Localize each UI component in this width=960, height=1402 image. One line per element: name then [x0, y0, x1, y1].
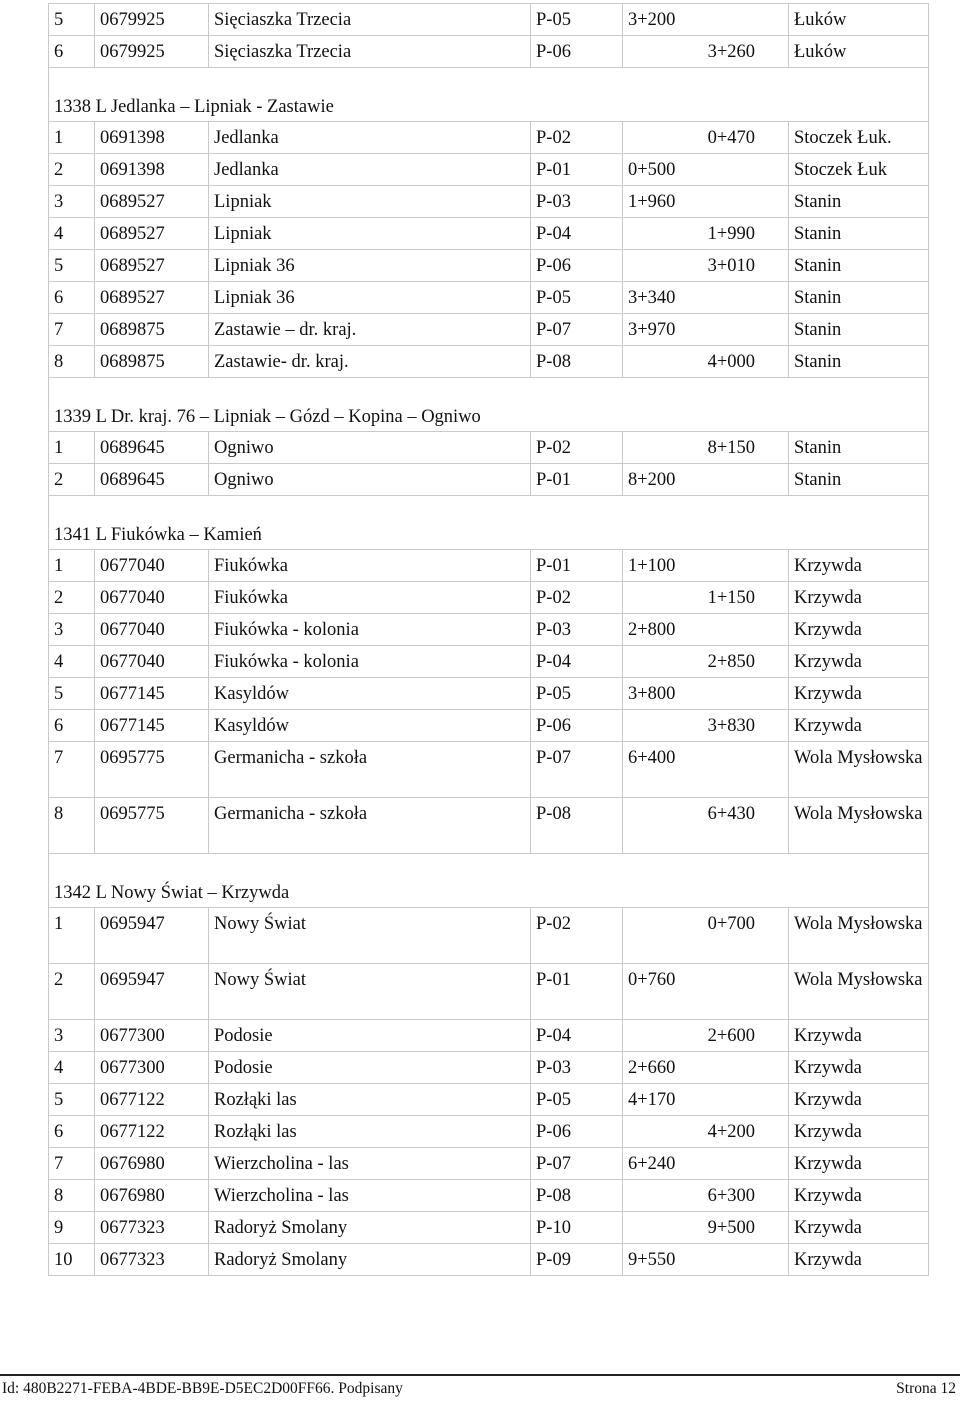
km-right: 2+850 [707, 646, 789, 678]
table-row [49, 678, 929, 710]
locality-id: 0689645 [95, 432, 209, 464]
locality-id: 0689527 [95, 250, 209, 282]
row-number: 4 [49, 646, 95, 678]
km-right: 2+600 [707, 1020, 789, 1052]
stop-code: P-04 [531, 218, 623, 250]
table-row [49, 154, 929, 186]
km-left: 1+100 [623, 550, 707, 582]
stop-name: Nowy Świat [209, 908, 531, 964]
municipality: Stanin [789, 218, 929, 250]
stop-code: P-08 [531, 1180, 623, 1212]
locality-id: 0689875 [95, 314, 209, 346]
stop-code: P-06 [531, 710, 623, 742]
municipality: Stanin [789, 346, 929, 378]
stop-name: Germanicha - szkoła [209, 742, 531, 798]
stop-name: Lipniak 36 [209, 250, 531, 282]
locality-id: 0676980 [95, 1180, 209, 1212]
km-left [623, 798, 707, 854]
table-row [49, 550, 929, 582]
km-left: 2+800 [623, 614, 707, 646]
table-row [49, 1084, 929, 1116]
table-row [49, 1116, 929, 1148]
stop-code: P-05 [531, 4, 623, 36]
row-number: 3 [49, 1020, 95, 1052]
table-row [49, 964, 929, 1020]
row-number: 1 [49, 550, 95, 582]
table-row [49, 282, 929, 314]
road-section-title: 1341 L Fiukówka – Kamień [49, 496, 929, 550]
table-row [49, 1020, 929, 1052]
locality-id: 0689527 [95, 282, 209, 314]
km-left [623, 346, 707, 378]
row-number: 6 [49, 710, 95, 742]
table-row [49, 186, 929, 218]
table-row [49, 464, 929, 496]
km-right: 3+830 [707, 710, 789, 742]
km-left: 4+170 [623, 1084, 707, 1116]
locality-id: 0677323 [95, 1244, 209, 1276]
municipality: Stanin [789, 250, 929, 282]
stop-name: Sięciaszka Trzecia [209, 36, 531, 68]
locality-id: 0677040 [95, 614, 209, 646]
km-left [623, 1180, 707, 1212]
road-section-header [49, 68, 929, 122]
km-left [623, 646, 707, 678]
stop-name: Rozłąki las [209, 1116, 531, 1148]
km-right: 8+150 [707, 432, 789, 464]
km-left: 3+970 [623, 314, 707, 346]
km-right [707, 1052, 789, 1084]
km-left: 2+660 [623, 1052, 707, 1084]
stop-code: P-04 [531, 1020, 623, 1052]
table-row [49, 1180, 929, 1212]
km-right: 3+260 [707, 36, 789, 68]
municipality: Krzywda [789, 646, 929, 678]
row-number: 5 [49, 4, 95, 36]
stop-name: Jedlanka [209, 122, 531, 154]
municipality: Krzywda [789, 1180, 929, 1212]
stop-name: Kasyldów [209, 678, 531, 710]
municipality: Łuków [789, 4, 929, 36]
km-left: 3+340 [623, 282, 707, 314]
locality-id: 0679925 [95, 4, 209, 36]
km-left: 3+200 [623, 4, 707, 36]
road-section-title: 1339 L Dr. kraj. 76 – Lipniak – Gózd – Kopina – Ogniwo [49, 378, 929, 432]
stop-code: P-05 [531, 282, 623, 314]
municipality: Łuków [789, 36, 929, 68]
municipality: Krzywda [789, 1020, 929, 1052]
row-number: 1 [49, 432, 95, 464]
km-right: 1+150 [707, 582, 789, 614]
km-right: 6+430 [707, 798, 789, 854]
row-number: 10 [49, 1244, 95, 1276]
row-number: 7 [49, 1148, 95, 1180]
table-row [49, 742, 929, 798]
stop-code: P-03 [531, 186, 623, 218]
row-number: 7 [49, 314, 95, 346]
stop-code: P-01 [531, 964, 623, 1020]
road-section-header [49, 854, 929, 908]
stop-code: P-05 [531, 678, 623, 710]
km-right: 4+000 [707, 346, 789, 378]
row-number: 7 [49, 742, 95, 798]
km-left [623, 250, 707, 282]
row-number: 6 [49, 36, 95, 68]
stop-code: P-02 [531, 582, 623, 614]
km-right [707, 4, 789, 36]
table-row [49, 646, 929, 678]
stop-code: P-09 [531, 1244, 623, 1276]
km-right [707, 1084, 789, 1116]
table-row [49, 1212, 929, 1244]
road-section-title: 1338 L Jedlanka – Lipniak - Zastawie [49, 68, 929, 122]
km-right [707, 314, 789, 346]
stop-name: Fiukówka - kolonia [209, 614, 531, 646]
stop-name: Rozłąki las [209, 1084, 531, 1116]
row-number: 3 [49, 186, 95, 218]
municipality: Krzywda [789, 710, 929, 742]
stop-code: P-10 [531, 1212, 623, 1244]
stop-name: Podosie [209, 1052, 531, 1084]
km-right [707, 550, 789, 582]
km-left: 1+960 [623, 186, 707, 218]
km-right [707, 964, 789, 1020]
row-number: 5 [49, 250, 95, 282]
municipality: Krzywda [789, 678, 929, 710]
row-number: 4 [49, 218, 95, 250]
km-right: 0+470 [707, 122, 789, 154]
municipality: Stanin [789, 314, 929, 346]
row-number: 6 [49, 1116, 95, 1148]
table-row [49, 582, 929, 614]
locality-id: 0677300 [95, 1052, 209, 1084]
locality-id: 0677145 [95, 678, 209, 710]
municipality: Stanin [789, 282, 929, 314]
locality-id: 0677040 [95, 646, 209, 678]
km-left [623, 122, 707, 154]
table-row [49, 614, 929, 646]
table-row [49, 1244, 929, 1276]
municipality: Stoczek Łuk. [789, 122, 929, 154]
bus-stops-table [48, 3, 929, 1276]
locality-id: 0691398 [95, 122, 209, 154]
document-id: Id: 480B2271-FEBA-4BDE-BB9E-D5EC2D00FF66. Podpisany [2, 1380, 403, 1397]
stop-name: Zastawie – dr. kraj. [209, 314, 531, 346]
stop-name: Fiukówka [209, 582, 531, 614]
km-left [623, 218, 707, 250]
stop-name: Fiukówka - kolonia [209, 646, 531, 678]
stop-name: Wierzcholina - las [209, 1180, 531, 1212]
stop-code: P-08 [531, 798, 623, 854]
locality-id: 0677040 [95, 550, 209, 582]
km-right: 4+200 [707, 1116, 789, 1148]
km-left: 3+800 [623, 678, 707, 710]
table-row [49, 346, 929, 378]
stop-code: P-01 [531, 154, 623, 186]
municipality: Krzywda [789, 550, 929, 582]
stop-name: Nowy Świat [209, 964, 531, 1020]
stop-code: P-06 [531, 250, 623, 282]
km-left [623, 36, 707, 68]
row-number: 2 [49, 464, 95, 496]
stop-name: Sięciaszka Trzecia [209, 4, 531, 36]
locality-id: 0677145 [95, 710, 209, 742]
table-row [49, 1148, 929, 1180]
km-left: 0+760 [623, 964, 707, 1020]
locality-id: 0695775 [95, 742, 209, 798]
municipality: Wola Mysłowska [789, 908, 929, 964]
municipality: Krzywda [789, 1116, 929, 1148]
stop-name: Radoryż Smolany [209, 1212, 531, 1244]
table-row [49, 250, 929, 282]
locality-id: 0677122 [95, 1116, 209, 1148]
road-section-header [49, 496, 929, 550]
stop-code: P-04 [531, 646, 623, 678]
locality-id: 0695775 [95, 798, 209, 854]
km-left [623, 908, 707, 964]
table-row [49, 36, 929, 68]
km-right [707, 742, 789, 798]
stop-code: P-08 [531, 346, 623, 378]
municipality: Stanin [789, 432, 929, 464]
locality-id: 0677300 [95, 1020, 209, 1052]
row-number: 2 [49, 154, 95, 186]
km-right: 0+700 [707, 908, 789, 964]
stop-code: P-06 [531, 1116, 623, 1148]
km-left [623, 1212, 707, 1244]
km-left [623, 432, 707, 464]
locality-id: 0689875 [95, 346, 209, 378]
table-row [49, 908, 929, 964]
km-left [623, 1020, 707, 1052]
row-number: 8 [49, 346, 95, 378]
table-row [49, 4, 929, 36]
table-row [49, 122, 929, 154]
municipality: Stanin [789, 464, 929, 496]
stop-name: Zastawie- dr. kraj. [209, 346, 531, 378]
row-number: 8 [49, 1180, 95, 1212]
table-row [49, 798, 929, 854]
km-right [707, 678, 789, 710]
stop-name: Lipniak [209, 218, 531, 250]
stop-name: Lipniak [209, 186, 531, 218]
stop-code: P-03 [531, 614, 623, 646]
stop-code: P-07 [531, 1148, 623, 1180]
km-right [707, 1244, 789, 1276]
row-number: 9 [49, 1212, 95, 1244]
row-number: 1 [49, 908, 95, 964]
stop-name: Germanicha - szkoła [209, 798, 531, 854]
stop-name: Wierzcholina - las [209, 1148, 531, 1180]
stop-code: P-07 [531, 314, 623, 346]
stop-name: Jedlanka [209, 154, 531, 186]
km-right: 6+300 [707, 1180, 789, 1212]
municipality: Wola Mysłowska [789, 742, 929, 798]
stop-code: P-07 [531, 742, 623, 798]
locality-id: 0689645 [95, 464, 209, 496]
stop-code: P-05 [531, 1084, 623, 1116]
km-left: 9+550 [623, 1244, 707, 1276]
row-number: 5 [49, 1084, 95, 1116]
locality-id: 0676980 [95, 1148, 209, 1180]
locality-id: 0679925 [95, 36, 209, 68]
locality-id: 0689527 [95, 186, 209, 218]
stop-name: Fiukówka [209, 550, 531, 582]
municipality: Stanin [789, 186, 929, 218]
locality-id: 0677122 [95, 1084, 209, 1116]
municipality: Wola Mysłowska [789, 798, 929, 854]
municipality: Krzywda [789, 614, 929, 646]
table-body [49, 4, 929, 1276]
municipality: Wola Mysłowska [789, 964, 929, 1020]
row-number: 2 [49, 964, 95, 1020]
locality-id: 0691398 [95, 154, 209, 186]
row-number: 4 [49, 1052, 95, 1084]
page-number: Strona 12 [896, 1380, 956, 1397]
stop-name: Kasyldów [209, 710, 531, 742]
road-section-title: 1342 L Nowy Świat – Krzywda [49, 854, 929, 908]
row-number: 1 [49, 122, 95, 154]
municipality: Krzywda [789, 1084, 929, 1116]
stop-code: P-01 [531, 550, 623, 582]
km-right [707, 1148, 789, 1180]
table-row [49, 710, 929, 742]
locality-id: 0677040 [95, 582, 209, 614]
stop-name: Ogniwo [209, 432, 531, 464]
municipality: Krzywda [789, 1244, 929, 1276]
table-row [49, 432, 929, 464]
km-left: 6+400 [623, 742, 707, 798]
km-right: 3+010 [707, 250, 789, 282]
km-left: 0+500 [623, 154, 707, 186]
page-footer [0, 1374, 960, 1398]
stop-name: Lipniak 36 [209, 282, 531, 314]
municipality: Krzywda [789, 1148, 929, 1180]
table-row [49, 314, 929, 346]
km-left [623, 710, 707, 742]
km-left: 8+200 [623, 464, 707, 496]
municipality: Stoczek Łuk [789, 154, 929, 186]
stop-name: Radoryż Smolany [209, 1244, 531, 1276]
stop-code: P-06 [531, 36, 623, 68]
row-number: 5 [49, 678, 95, 710]
row-number: 6 [49, 282, 95, 314]
km-left [623, 582, 707, 614]
row-number: 3 [49, 614, 95, 646]
km-right: 1+990 [707, 218, 789, 250]
table-row [49, 218, 929, 250]
stop-name: Ogniwo [209, 464, 531, 496]
locality-id: 0695947 [95, 964, 209, 1020]
stop-name: Podosie [209, 1020, 531, 1052]
municipality: Krzywda [789, 1212, 929, 1244]
locality-id: 0695947 [95, 908, 209, 964]
km-right [707, 154, 789, 186]
km-right [707, 614, 789, 646]
km-right: 9+500 [707, 1212, 789, 1244]
stop-code: P-02 [531, 122, 623, 154]
stop-code: P-02 [531, 432, 623, 464]
stop-code: P-02 [531, 908, 623, 964]
row-number: 2 [49, 582, 95, 614]
stop-code: P-03 [531, 1052, 623, 1084]
locality-id: 0677323 [95, 1212, 209, 1244]
table-row [49, 1052, 929, 1084]
km-left: 6+240 [623, 1148, 707, 1180]
municipality: Krzywda [789, 582, 929, 614]
km-right [707, 464, 789, 496]
locality-id: 0689527 [95, 218, 209, 250]
municipality: Krzywda [789, 1052, 929, 1084]
km-right [707, 186, 789, 218]
road-section-header [49, 378, 929, 432]
km-left [623, 1116, 707, 1148]
stop-code: P-01 [531, 464, 623, 496]
row-number: 8 [49, 798, 95, 854]
km-right [707, 282, 789, 314]
